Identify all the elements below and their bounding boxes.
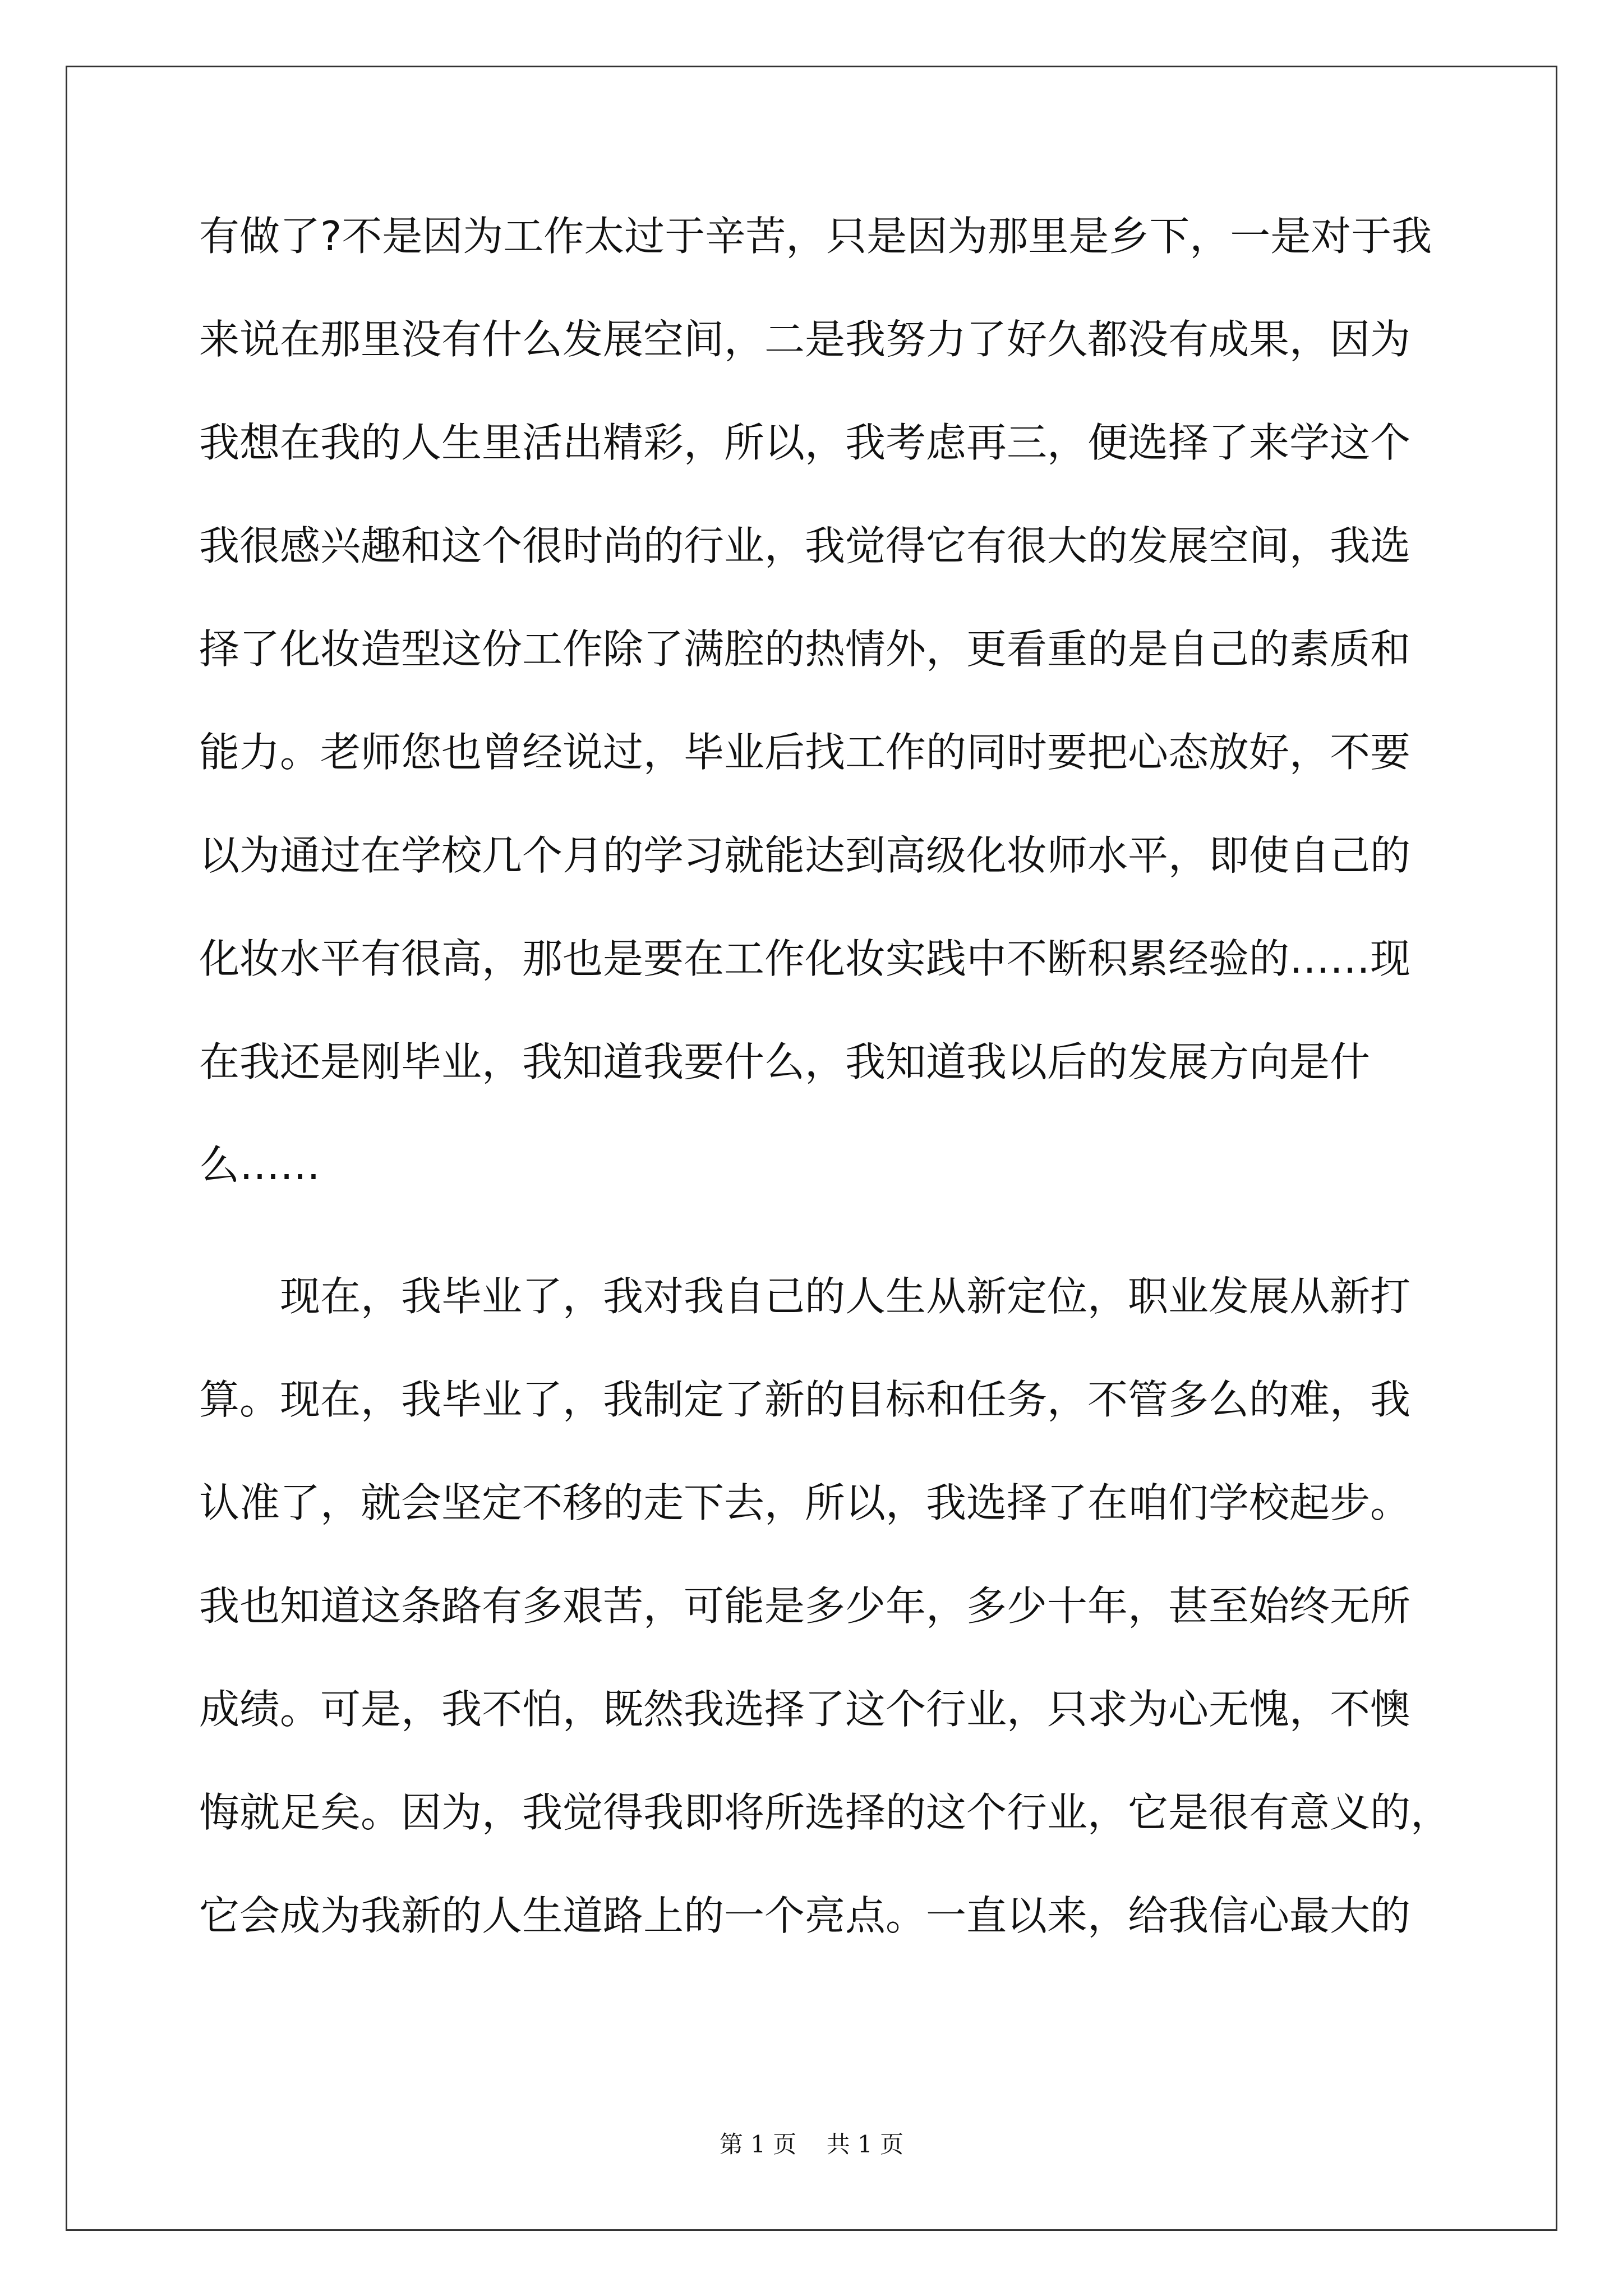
text-line: 我很感兴趣和这个很时尚的行业，我觉得它有很大的发展空间，我选 (199, 522, 1411, 569)
text-line: 能力。老师您也曾经说过，毕业后找工作的同时要把心态放好，不要 (199, 729, 1411, 776)
text-line: 择了化妆造型这份工作除了满腔的热情外，更看重的是自己的素质和 (199, 625, 1411, 673)
text-line: 来说在那里没有什么发展空间，二是我努力了好久都没有成果，因为 (199, 316, 1411, 363)
document-body (199, 213, 1451, 1999)
text-line: 我也知道这条路有多艰苦，可能是多少年，多少十年，甚至始终无所 (199, 1582, 1411, 1630)
text-line: 化妆水平有很高，那也是要在工作化妆实践中不断积累经验的……现 (199, 935, 1411, 982)
text-line: 成绩。可是，我不怕，既然我选择了这个行业，只求为心无愧，不懊 (199, 1686, 1411, 1733)
text-line: 它会成为我新的人生道路上的一个亮点。一直以来，给我信心最大的 (199, 1892, 1411, 1939)
text-line: 算。现在，我毕业了，我制定了新的目标和任务，不管多么的难，我 (199, 1376, 1411, 1423)
text-line: 我想在我的人生里活出精彩，所以，我考虑再三，便选择了来学这个 (199, 419, 1411, 466)
text-line: 悔就足矣。因为，我觉得我即将所选择的这个行业，它是很有意义的， (199, 1789, 1451, 1836)
text-line: 认准了，就会坚定不移的走下去，所以，我选择了在咱们学校起步。 (199, 1479, 1411, 1526)
text-line: 么…… (199, 1142, 321, 1189)
text-line: 在我还是刚毕业，我知道我要什么，我知道我以后的发展方向是什 (199, 1038, 1371, 1085)
text-line: 以为通过在学校几个月的学习就能达到高级化妆师水平，即使自己的 (199, 832, 1411, 879)
paragraph-first-line: 现在，我毕业了，我对我自己的人生从新定位，职业发展从新打 (280, 1273, 1411, 1320)
page-number-footer: 第 1 页 共 1 页 (719, 2131, 904, 2158)
text-line: 有做了?不是因为工作太过于辛苦，只是因为那里是乡下，一是对于我 (199, 213, 1432, 260)
